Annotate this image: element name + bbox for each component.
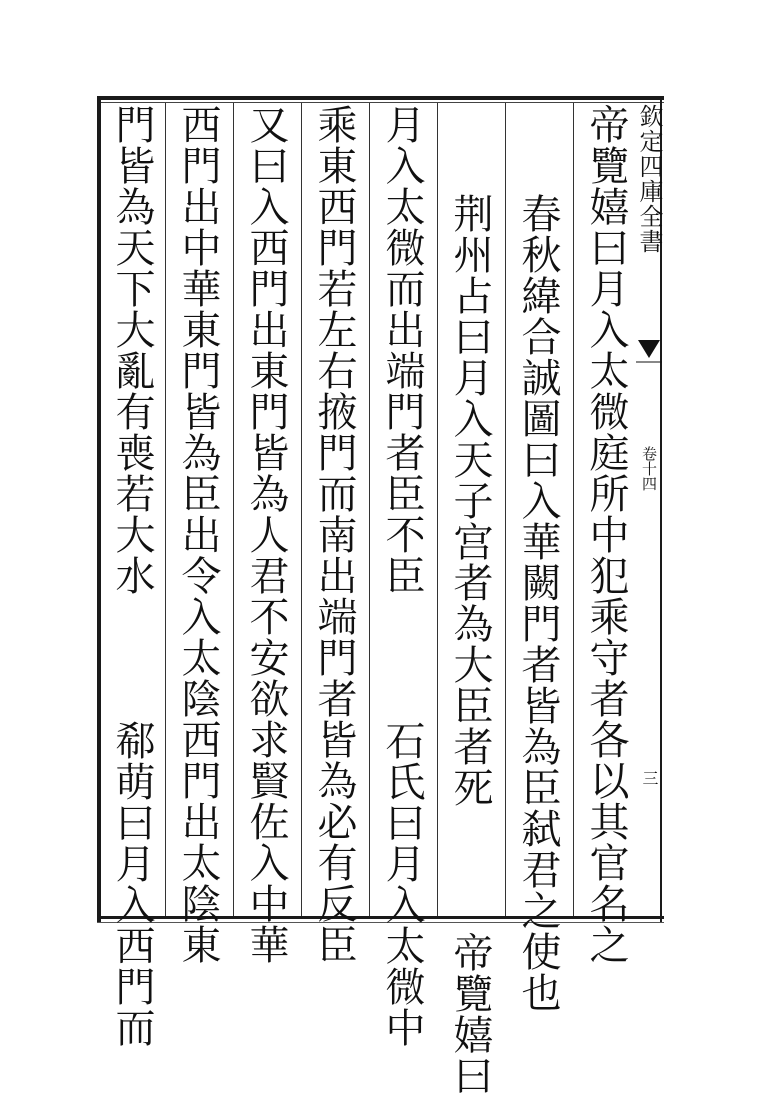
text-column: [578, 104, 634, 965]
volume-number: 卷十四: [640, 446, 658, 491]
column-divider: [301, 103, 302, 916]
text-column: [104, 104, 160, 1048]
text-segment: 帝覽嬉曰月入太微庭所中犯乘守者各以其官名之: [583, 104, 629, 965]
fishtail-mark-icon: [636, 336, 662, 364]
text-column: [442, 104, 498, 1096]
text-segment: 帝覽嬉曰: [447, 932, 493, 1096]
frame-top-border: [97, 96, 664, 100]
text-segment: 又曰入西門出東門皆為人君不安欲求賢佐入中華: [243, 104, 289, 965]
text-segment: 門皆為天下大亂有喪若大水: [109, 104, 155, 596]
column-divider: [233, 103, 234, 916]
book-title: 欽定四庫全書: [635, 104, 663, 254]
text-segment: 月入太微而出端門者臣不臣: [379, 104, 425, 596]
text-segment: 春秋緯合誠圖曰入華闕門者皆為臣弑君之使也: [515, 193, 561, 1013]
text-column: [306, 104, 362, 965]
column-divider: [165, 103, 166, 916]
column-divider: [437, 103, 438, 916]
column-divider: [369, 103, 370, 916]
text-column: [170, 104, 226, 965]
frame-left-border: [97, 96, 101, 922]
column-divider: [505, 103, 506, 916]
text-segment: 石氏曰月入太微中: [379, 720, 425, 1048]
text-column: [510, 104, 566, 1013]
text-segment: 荆州占曰月入天子宫者為大臣者死: [447, 193, 493, 808]
frame-top-inner-line: [97, 102, 664, 103]
text-segment: 乘東西門若左右掖門而南出端門者皆為必有反臣: [311, 104, 357, 965]
text-column: [374, 104, 430, 1048]
text-column: [238, 104, 294, 965]
text-segment: 郗萌曰月入西門而: [109, 720, 155, 1048]
column-divider: [573, 103, 574, 916]
leaf-number: 三: [640, 770, 659, 786]
text-segment: 西門出中華東門皆為臣出令入太陰西門出太陰東: [175, 104, 221, 965]
